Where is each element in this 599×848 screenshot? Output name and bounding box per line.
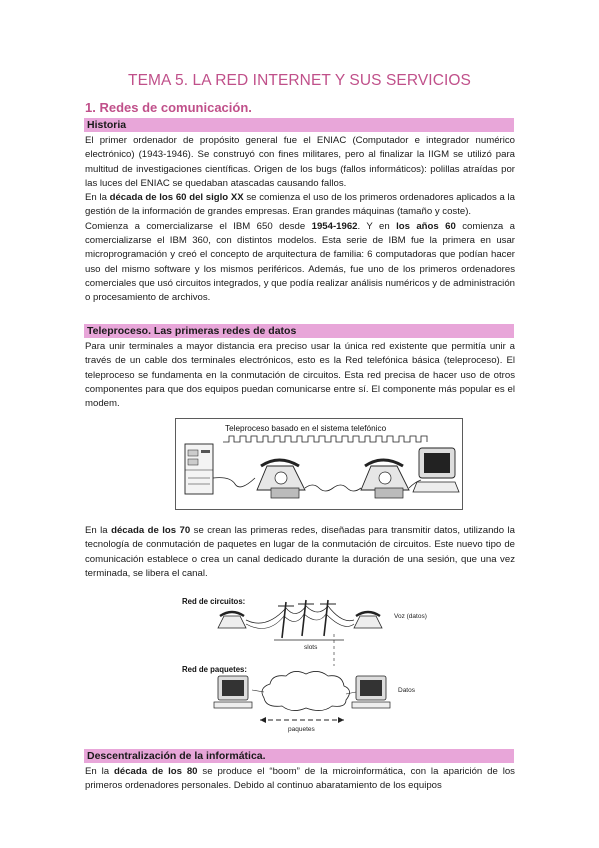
paragraph: Comienza a comercializarse el IBM 650 desde 1954-1962. Y en los años 60 comienza a comercializarse el IBM 360, con distintos modelos. Esta serie de IBM fue la primera en usar microprogramación y creó el concepto de arquitectura de familia: 6 computadoras que podían hacer uso del mismo software y los mismos periféricos. Además, fue uno de los primeros ordenadores comerciales que usó circuitos integrados, y que podía realizar análisis numéricos y de administración o procesamiento de archivos. (85, 220, 515, 304)
paragraph: El primer ordenador de propósito general fue el ENIAC (Computador e integrador numérico electrónico) (1943-1946). Se construyó con fines militares, pero al finalizar la IIGM se utilizó para multitud de investigaciones científicas. Origen de los bugs (fallos informáticos): polillas atraídas por las luces del ENIAC se quedaban atascadas causando fallos. (85, 135, 515, 189)
paragraph: Para unir terminales a mayor distancia era preciso usar la única red existente que permitía unir a través de un cable dos terminales electrónicos, esto es la Red telefónica básica (teleproceso). El teleproceso se fundamenta en la conmutación de circuitos. Esta red precisa de hacer uso de otros componentes para que dos equipos puedan comunicarse entre sí. El componente más popular es el modem. (85, 341, 515, 410)
figure-label: Teleproceso basado en el sistema telefónico (225, 424, 387, 433)
teleproceso-figure (175, 418, 463, 510)
teleproceso-text (85, 340, 515, 411)
packets-label: paquetes (288, 726, 315, 733)
decada80-text (85, 765, 515, 794)
historia-text (85, 134, 515, 306)
subsection-bar-descentralizacion: Descentralización de la informática. (84, 749, 514, 763)
subsection-bar-historia: Historia (84, 118, 514, 132)
slots-label: slots (304, 644, 318, 651)
computer-icon (352, 676, 390, 708)
packet-network-label: Red de paquetes: (182, 665, 247, 674)
telephone-icon (218, 612, 246, 628)
data-label: Datos (398, 687, 415, 694)
circuit-network-label: Red de circuitos: (182, 597, 246, 606)
mainframe-icon (185, 444, 213, 494)
paragraph: En la década de los 80 se produce el “boom” de la microinformática, con la aparición de los primeros ordenadores personales. Debido al continuo abaratamiento de los equipos (85, 766, 515, 792)
telephone-icon (354, 612, 382, 628)
computer-terminal-icon (413, 448, 459, 492)
page-title: TEMA 5. LA RED INTERNET Y SUS SERVICIOS (128, 72, 471, 89)
subsection-bar-teleproceso: Teleproceso. Las primeras redes de datos (84, 324, 514, 338)
circuit-packet-figure (178, 594, 430, 740)
voice-data-label: Voz (datos) (394, 613, 427, 620)
computer-icon (214, 676, 252, 708)
decada70-text (85, 524, 515, 581)
section-heading: 1. Redes de comunicación. (85, 100, 252, 115)
paragraph: En la década de los 60 del siglo XX se comienza el uso de los primeros ordenadores aplicados a la gestión de la información de grandes empresas. Eran grandes máquinas (tamaño y coste). (85, 192, 515, 218)
paragraph: En la década de los 70 se crean las primeras redes, diseñadas para transmitir datos, utilizando la tecnología de conmutación de paquetes en lugar de la conmutación de circuitos. Este nuevo tipo de comunicación establece o crea un canal dedicado durante la duración de una sesión, que una vez terminada, se libera el canal. (85, 525, 515, 579)
